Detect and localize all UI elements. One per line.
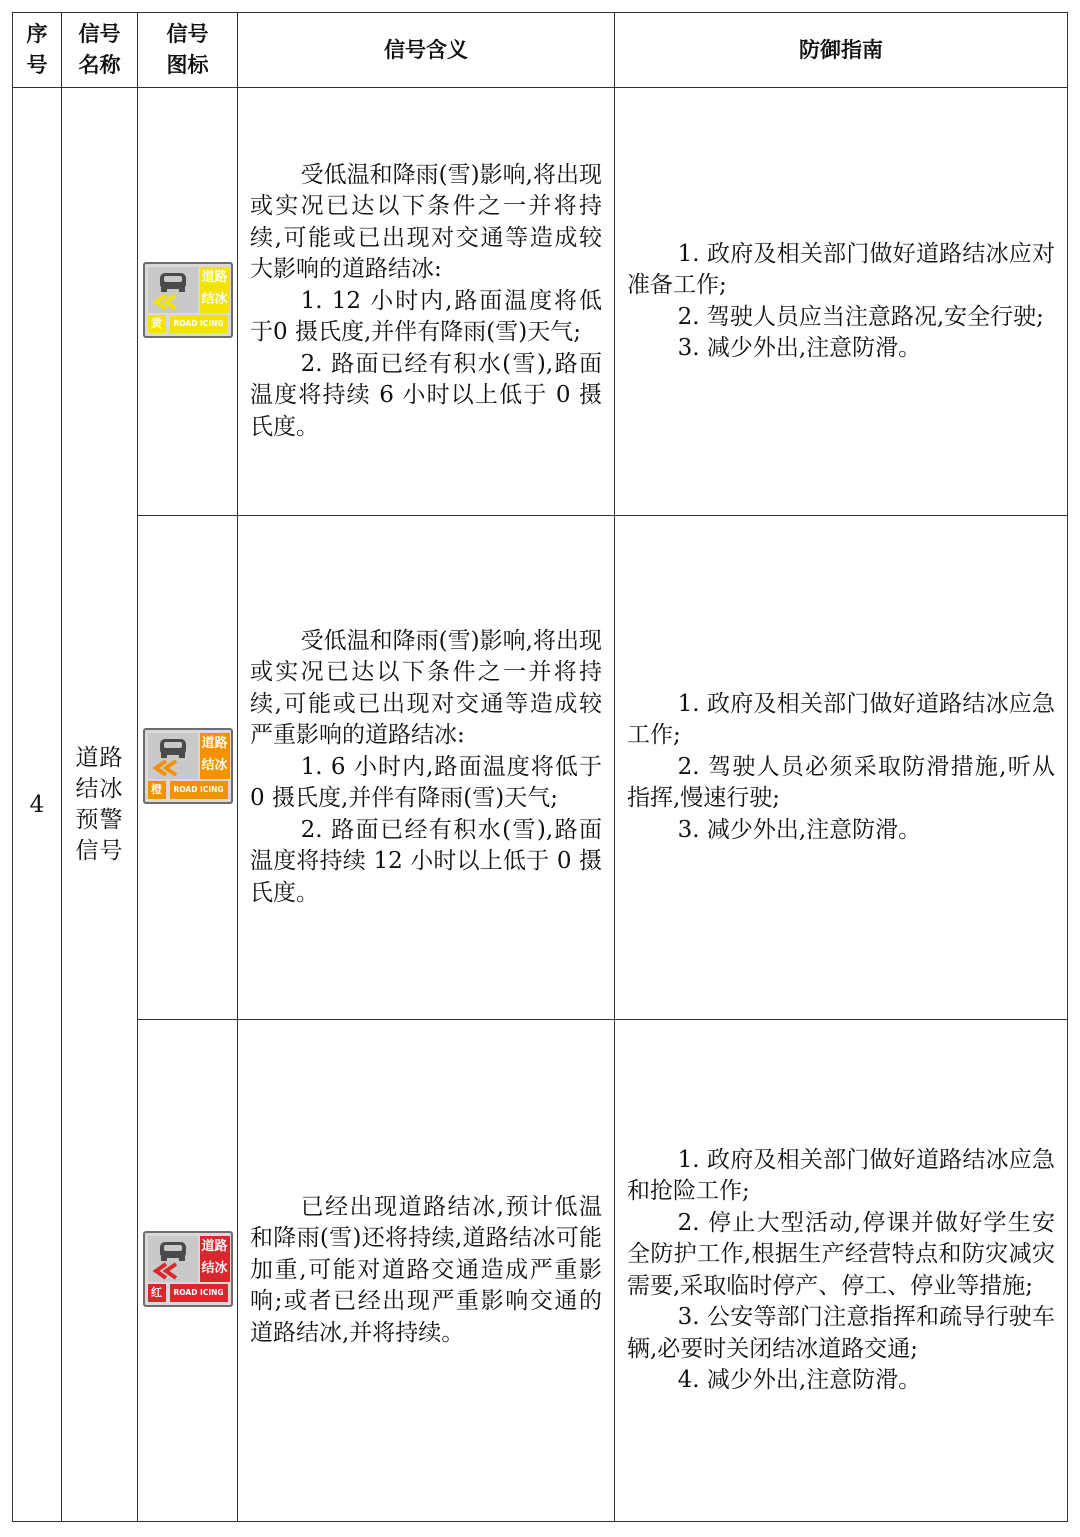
meaning-text: 2. 路面已经有积水(雪),路面温度将持续 6 小时以上低于 0 摄氏度。: [250, 350, 602, 440]
icon-cell-orange: [138, 516, 238, 1020]
header-icon: 信号图标: [138, 13, 238, 88]
signal-icon-english: ROAD ICING: [170, 315, 228, 333]
meaning-cell-red: [238, 1020, 615, 1522]
meaning-cell-orange: [238, 516, 615, 1020]
header-guide: 防御指南: [615, 13, 1068, 88]
guide-text: 1. 政府及相关部门做好道路结冰应急工作;: [627, 690, 1055, 749]
document-page: [12, 12, 1068, 1522]
meaning-text: 受低温和降雨(雪)影响,将出现或实况已达以下条件之一并将持续,可能或已出现对交通等造成较严重影响的道路结冰:: [250, 627, 602, 749]
meaning-text: 已经出现道路结冰,预计低温和降雨(雪)还将持续,道路结冰可能加重,可能对道路交通造成严重影响;或者已经出现严重影响交通的道路结冰,并将持续。: [250, 1193, 602, 1346]
guide-text: 1. 政府及相关部门做好道路结冰应急和抢险工作;: [627, 1146, 1055, 1204]
warning-signal-table: [12, 12, 1068, 1522]
table-row: [13, 88, 1068, 516]
signal-icon-title-line2: 结冰: [201, 1260, 228, 1276]
signal-icon-title: [200, 267, 230, 313]
signal-icon-title: [200, 733, 230, 779]
guide-text: 3. 减少外出,注意防滑。: [677, 816, 922, 843]
icon-cell-red: [138, 1020, 238, 1522]
signal-icon-title-line1: 道路: [201, 735, 228, 751]
signal-icon-english: ROAD ICING: [170, 781, 228, 799]
road-icing-yellow-icon: [143, 262, 233, 338]
car-skid-icon: [148, 733, 198, 779]
guide-text: 2. 驾驶人员应当注意路况,安全行驶;: [677, 303, 1044, 330]
road-icing-red-icon: [143, 1231, 233, 1307]
signal-icon-title-line1: 道路: [201, 1238, 228, 1254]
car-skid-icon: [148, 267, 198, 313]
row-signal-name: 道路结冰预警信号: [62, 88, 138, 1522]
signal-level-badge: 黄: [148, 315, 166, 333]
guide-cell-orange: [615, 516, 1068, 1020]
table-header-row: [13, 13, 1068, 88]
signal-level-badge: 红: [148, 1284, 166, 1302]
guide-cell-yellow: [615, 88, 1068, 516]
meaning-text: 2. 路面已经有积水(雪),路面温度将持续 12 小时以上低于 0 摄氏度。: [250, 816, 602, 906]
meaning-text: 1. 12 小时内,路面温度将低于0 摄氏度,并伴有降雨(雪)天气;: [250, 287, 602, 346]
table-row: [13, 516, 1068, 1020]
guide-text: 3. 公安等部门注意指挥和疏导行驶车辆,必要时关闭结冰道路交通;: [627, 1304, 1055, 1362]
header-meaning: 信号含义: [238, 13, 615, 88]
meaning-text: 受低温和降雨(雪)影响,将出现或实况已达以下条件之一并将持续,可能或已出现对交通等造成较大影响的道路结冰:: [250, 161, 602, 283]
signal-icon-english: ROAD ICING: [170, 1284, 228, 1302]
signal-icon-title-line1: 道路: [201, 269, 228, 285]
guide-text: 2. 停止大型活动,停课并做好学生安全防护工作,根据生产经营特点和防灾减灾需要,采取临时停产、停工、停业等措施;: [627, 1209, 1055, 1299]
signal-icon-title: [200, 1236, 230, 1282]
signal-icon-title-line2: 结冰: [201, 291, 228, 307]
row-seq: 4: [13, 88, 62, 1522]
signal-level-badge: 橙: [148, 781, 166, 799]
header-name: 信号名称: [62, 13, 138, 88]
header-seq: 序号: [13, 13, 62, 88]
guide-text: 3. 减少外出,注意防滑。: [677, 335, 922, 361]
table-row: [13, 1020, 1068, 1522]
guide-text: 4. 减少外出,注意防滑。: [677, 1367, 922, 1393]
road-icing-orange-icon: [143, 728, 233, 804]
icon-cell-yellow: [138, 88, 238, 516]
car-skid-icon: [148, 1236, 198, 1282]
meaning-text: 1. 6 小时内,路面温度将低于0 摄氏度,并伴有降雨(雪)天气;: [250, 753, 602, 812]
guide-cell-red: [615, 1020, 1068, 1522]
guide-text: 2. 驾驶人员必须采取防滑措施,听从指挥,慢速行驶;: [627, 753, 1055, 812]
guide-text: 1. 政府及相关部门做好道路结冰应对准备工作;: [627, 240, 1055, 298]
meaning-cell-yellow: [238, 88, 615, 516]
signal-icon-title-line2: 结冰: [201, 757, 228, 773]
